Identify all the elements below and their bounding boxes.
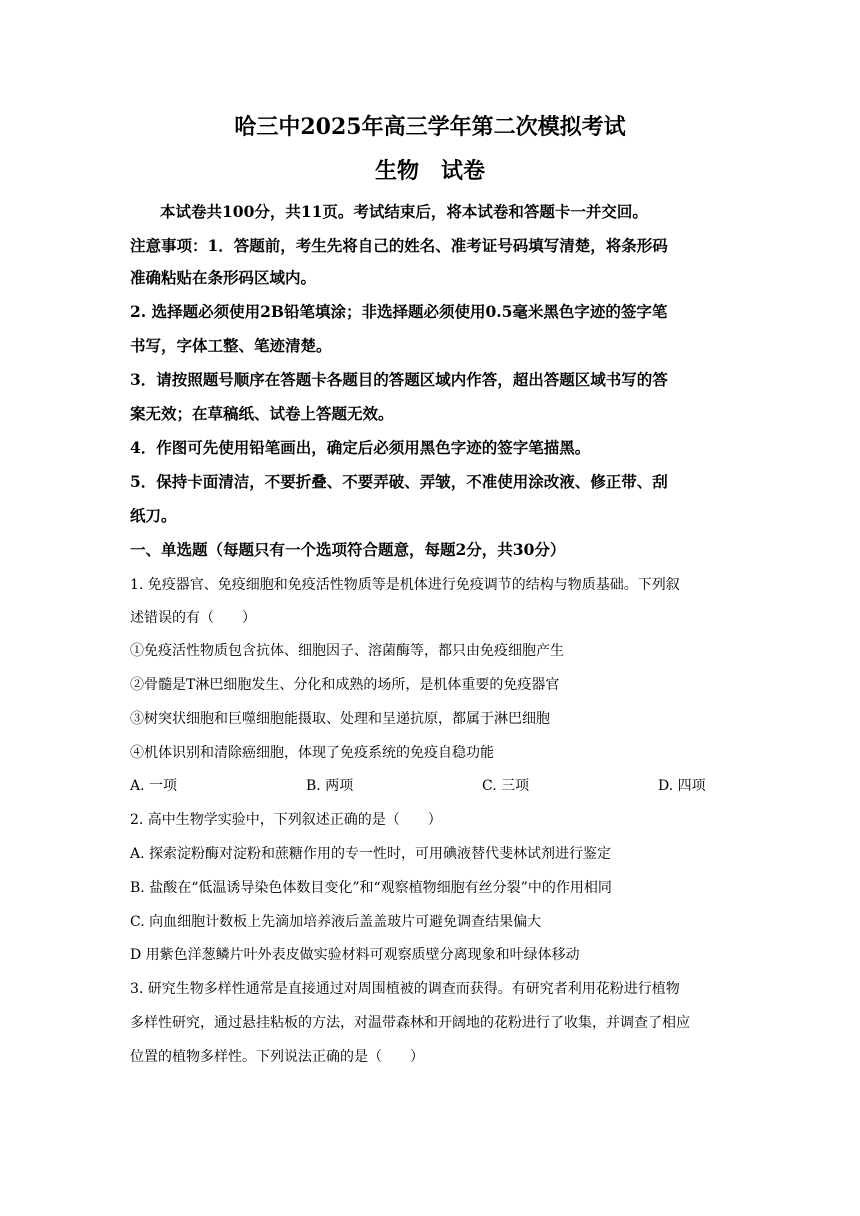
section-heading: 一、单选题（每题只有一个选项符合题意，每题2分，共30分） <box>130 540 566 559</box>
note-2-line-2: 书写，字体工整、笔迹清楚。 <box>130 336 332 355</box>
q2-option-b: B. 盐酸在“低温诱导染色体数目变化”和“观察植物细胞有丝分裂”中的作用相同 <box>130 880 612 896</box>
q1-statement-4: ④机体识别和清除癌细胞，体现了免疫系统的免疫自稳功能 <box>130 745 494 761</box>
note-5-line-2: 纸刀。 <box>130 506 177 525</box>
note-2-line-1: 2. 选择题必须使用2B铅笔填涂；非选择题必须使用0.5毫米黑色字迹的签字笔 <box>130 302 668 321</box>
note-3-line-1: 3．请按照题号顺序在答题卡各题目的答题区域内作答，超出答题区域书写的答 <box>130 370 668 389</box>
exam-title: 哈三中2025年高三学年第二次模拟考试 <box>234 114 626 140</box>
q2-stem: 2. 高中生物学实验中，下列叙述正确的是（ ） <box>130 812 442 828</box>
intro-text: 本试卷共100分，共11页。考试结束后，将本试卷和答题卡一并交回。 <box>160 202 648 221</box>
q2-option-c: C. 向血细胞计数板上先滴加培养液后盖盖玻片可避免调查结果偏大 <box>130 914 542 930</box>
q1-statement-3: ③树突状细胞和巨噬细胞能摄取、处理和呈递抗原，都属于淋巴细胞 <box>130 711 550 727</box>
q1-option-c: C. 三项 <box>482 778 530 794</box>
note-5-line-1: 5．保持卡面清洁，不要折叠、不要弄破、弄皱，不准使用涂改液、修正带、刮 <box>130 472 668 491</box>
q2-option-a: A. 探索淀粉酶对淀粉和蔗糖作用的专一性时，可用碘液替代斐林试剂进行鉴定 <box>130 846 612 862</box>
exam-subtitle: 生物 试卷 <box>374 158 485 184</box>
q1-stem-line-1: 1. 免疫器官、免疫细胞和免疫活性物质等是机体进行免疫调节的结构与物质基础。下列叙 <box>130 577 680 593</box>
q3-stem-line-2: 多样性研究，通过悬挂粘板的方法，对温带森林和开阔地的花粉进行了收集，并调查了相应 <box>130 1015 690 1031</box>
q2-option-d: D 用紫色洋葱鳞片叶外表皮做实验材料可观察质壁分离现象和叶绿体移动 <box>130 947 580 963</box>
q1-option-d: D. 四项 <box>658 778 706 794</box>
q3-stem-line-1: 3. 研究生物多样性通常是直接通过对周围植被的调查而获得。有研究者利用花粉进行植物 <box>130 981 680 997</box>
q1-statement-2: ②骨髓是T淋巴细胞发生、分化和成熟的场所，是机体重要的免疫器官 <box>130 677 560 693</box>
q1-option-b: B. 两项 <box>306 778 354 794</box>
note-3-line-2: 案无效；在草稿纸、试卷上答题无效。 <box>130 404 394 423</box>
note-1-line-2: 准确粘贴在条形码区域内。 <box>130 268 317 287</box>
note-1-line-1: 注意事项：1．答题前，考生先将自己的姓名、准考证号码填写清楚，将条形码 <box>130 236 668 255</box>
q3-stem-line-3: 位置的植物多样性。下列说法正确的是（ ） <box>130 1049 424 1065</box>
q1-stem-line-2: 述错误的有（ ） <box>130 610 256 626</box>
q1-statement-1: ①免疫活性物质包含抗体、细胞因子、溶菌酶等，都只由免疫细胞产生 <box>130 643 564 659</box>
q1-option-a: A. 一项 <box>130 778 178 794</box>
note-4: 4．作图可先使用铅笔画出，确定后必须用黑色字迹的签字笔描黑。 <box>130 438 591 457</box>
